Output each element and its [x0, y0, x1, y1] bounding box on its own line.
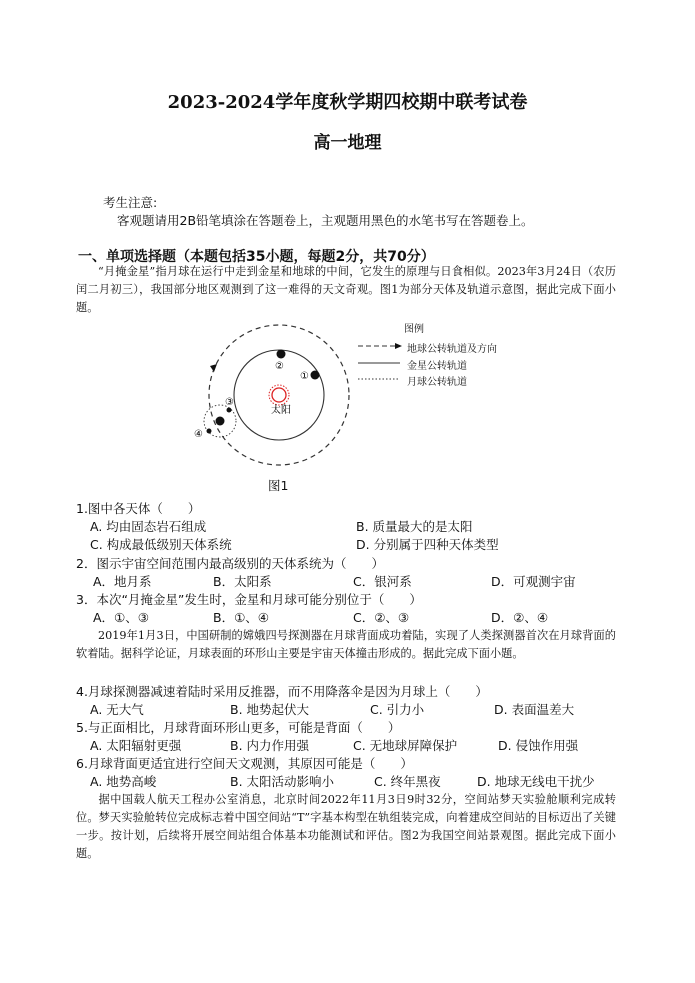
- q3-option-c[interactable]: C．②、③: [353, 610, 410, 625]
- q4-option-c[interactable]: C. 引力小: [370, 702, 425, 717]
- q2-option-a[interactable]: A．地月系: [93, 574, 152, 589]
- intro-paragraph-2: [76, 627, 616, 663]
- q4-option-b[interactable]: B. 地势起伏大: [230, 702, 310, 717]
- question-2: 2．图示宇宙空间范围内最高级别的天体系统为（ ）: [76, 556, 384, 571]
- q6-option-b[interactable]: B. 太阳活动影响小: [230, 774, 335, 789]
- sun-label: 太阳: [271, 405, 291, 416]
- q2-option-b[interactable]: B．太阳系: [213, 574, 272, 589]
- intro-paragraph-1: [76, 263, 616, 317]
- q1-option-b[interactable]: B. 质量最大的是太阳: [356, 519, 473, 534]
- q5-option-c[interactable]: C. 无地球屏障保护: [353, 738, 458, 753]
- legend-venus-label: 金星公转轨道: [407, 361, 467, 372]
- q6-option-d[interactable]: D. 地球无线电干扰少: [477, 774, 595, 789]
- section-heading: 一、单项选择题（本题包括35小题，每题2分，共70分）: [78, 249, 435, 265]
- moon-position-4: [207, 429, 212, 434]
- q2-option-c[interactable]: C．银河系: [353, 574, 412, 589]
- question-5: 5.与正面相比，月球背面环形山更多，可能是背面（ ）: [76, 720, 401, 735]
- intro-paragraph-3: [76, 791, 616, 863]
- figure-caption: 图1: [268, 478, 289, 493]
- legend-arrow-icon: [395, 343, 402, 349]
- exam-subtitle: 高一地理: [313, 133, 382, 153]
- legend-moon-label: 月球公转轨道: [407, 377, 467, 388]
- q6-option-c[interactable]: C. 终年黑夜: [374, 774, 441, 789]
- earth-icon: [216, 417, 225, 426]
- marker-2: ②: [275, 361, 284, 372]
- intro-text-3: 据中国载人航天工程办公室消息，北京时间2022年11月3日9时32分，空间站梦天实验舱顺利完成转位。梦天实验舱转位完成标志着中国空间站“T”字基本构型在轨组装完成，向着建成空间站的目标迈出了关键一步。按计划，后续将开展空间站组合体基本功能测试和评估。图2为我国空间站景观图。据此完成下面小题。: [76, 793, 616, 860]
- q2-option-d[interactable]: D．可观测宇宙: [491, 574, 576, 589]
- q1-option-c[interactable]: C. 构成最低级别天体系统: [90, 537, 232, 552]
- venus-position-2: [277, 350, 286, 359]
- q3-option-d[interactable]: D．②、④: [491, 610, 549, 625]
- q3-option-b[interactable]: B．①、④: [213, 610, 269, 625]
- legend-title: 图例: [404, 324, 424, 335]
- intro-text-1: “月掩金星”指月球在运行中走到金星和地球的中间，它发生的原理与日食相似。2023年3月24日（农历闰二月初三），我国部分地区观测到了这一难得的天文奇观。图1为部分天体及轨道示意图，据此完成下面小题。: [76, 265, 616, 314]
- question-6: 6.月球背面更适宜进行空间天文观测，其原因可能是（ ）: [76, 756, 413, 771]
- exam-title: 2023-2024学年度秋学期四校期中联考试卷: [167, 92, 528, 113]
- intro-text-2: 2019年1月3日，中国研制的嫦娥四号探测器在月球背面成功着陆，实现了人类探测器首次在月球背面的软着陆。据科学论证，月球表面的环形山主要是宇宙天体撞击形成的。据此完成下面小题。: [76, 629, 616, 660]
- q5-option-b[interactable]: B. 内力作用强: [230, 738, 310, 753]
- marker-3: ③: [225, 397, 234, 408]
- venus-position-1: [311, 371, 320, 380]
- q1-option-a[interactable]: A. 均由固态岩石组成: [90, 519, 207, 534]
- q4-option-d[interactable]: D. 表面温差大: [494, 702, 575, 717]
- q5-option-d[interactable]: D. 侵蚀作用强: [498, 738, 579, 753]
- sun-icon: [272, 388, 286, 402]
- marker-4: ④: [194, 429, 203, 440]
- q1-option-d[interactable]: D. 分别属于四种天体类型: [356, 537, 499, 552]
- legend-earth-label: 地球公转轨道及方向: [407, 344, 497, 355]
- marker-1: ①: [300, 371, 309, 382]
- notice-heading: 考生注意:: [103, 195, 158, 210]
- q4-option-a[interactable]: A. 无大气: [90, 702, 144, 717]
- question-3: 3．本次“月掩金星”发生时，金星和月球可能分别位于（ ）: [76, 592, 422, 607]
- moon-position-3: [227, 408, 232, 413]
- q3-option-a[interactable]: A．①、③: [93, 610, 149, 625]
- question-1: 1.图中各天体（ ）: [76, 501, 201, 516]
- notice-body: 客观题请用2B铅笔填涂在答题卷上，主观题用黑色的水笔书写在答题卷上。: [117, 213, 534, 228]
- q5-option-a[interactable]: A. 太阳辐射更强: [90, 738, 182, 753]
- orbit-direction-arrow-icon: [210, 364, 217, 372]
- question-4: 4.月球探测器减速着陆时采用反推器，而不用降落伞是因为月球上（ ）: [76, 684, 488, 699]
- q6-option-a[interactable]: A. 地势高峻: [90, 774, 157, 789]
